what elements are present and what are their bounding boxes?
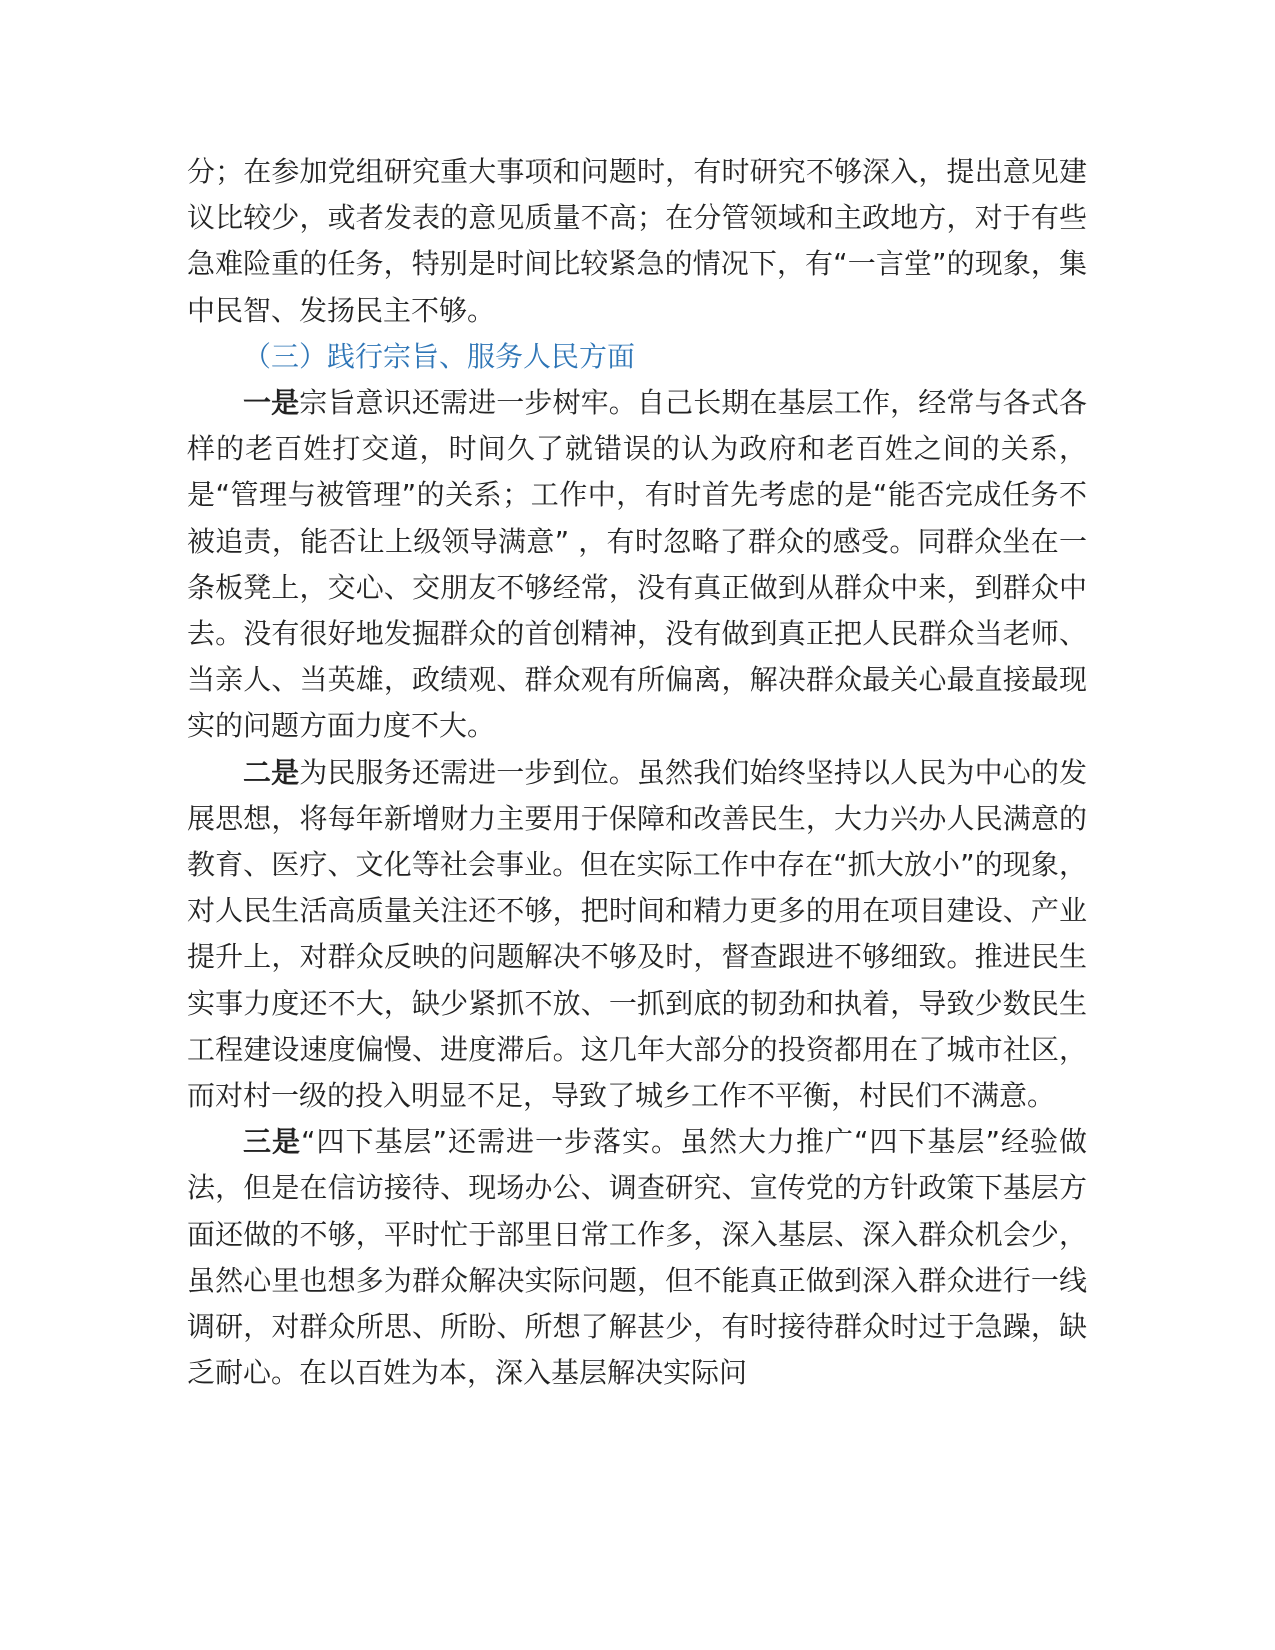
paragraph-item-3 bbox=[187, 1119, 1087, 1396]
paragraph-item-1 bbox=[187, 380, 1087, 750]
item-lead: 三是 bbox=[243, 1125, 301, 1159]
document-body bbox=[187, 149, 1087, 1396]
paragraph-item-2 bbox=[187, 750, 1087, 1120]
item-text: “四下基层”还需进一步落实。虽然大力推广“四下基层”经验做法，但是在信访接待、现场办公、调查研究、宣传党的方针政策下基层方面还做的不够，平时忙于部里日常工作多，深入基层、深入群众机会少，虽然心里也想多为群众解决实际问题，但不能真正做到深入群众进行一线调研，对群众所思、所盼、所想了解甚少，有时接待群众时过于急躁，缺乏耐心。在以百姓为本，深入基层解决实际问 bbox=[187, 1125, 1087, 1390]
item-text: 宗旨意识还需进一步树牢。自己长期在基层工作，经常与各式各样的老百姓打交道，时间久了就错误的认为政府和老百姓之间的关系，是“管理与被管理”的关系；工作中，有时首先考虑的是“能否完成任务不被追责，能否让上级领导满意” ，有时忽略了群众的感受。同群众坐在一条板凳上，交心、交朋友不够经常，没有真正做到从群众中来，到群众中去。没有很好地发掘群众的首创精神，没有做到真正把人民群众当老师、当亲人、当英雄，政绩观、群众观有所偏离，解决群众最关心最直接最现实的问题方面力度不大。 bbox=[187, 386, 1087, 743]
section-heading: （三）践行宗旨、服务人民方面 bbox=[243, 339, 636, 373]
paragraph-continuation: 分；在参加党组研究重大事项和问题时，有时研究不够深入，提出意见建议比较少，或者发表的意见质量不高；在分管领域和主政地方，对于有些急难险重的任务，特别是时间比较紧急的情况下，有“一言堂”的现象，集中民智、发扬民主不够。 bbox=[187, 155, 1087, 327]
item-lead: 二是 bbox=[243, 755, 300, 789]
item-text: 为民服务还需进一步到位。虽然我们始终坚持以人民为中心的发展思想，将每年新增财力主要用于保障和改善民生，大力兴办人民满意的教育、医疗、文化等社会事业。但在实际工作中存在“抓大放小”的现象，对人民生活高质量关注还不够，把时间和精力更多的用在项目建设、产业提升上，对群众反映的问题解决不够及时，督查跟进不够细致。推进民生实事力度还不大，缺少紧抓不放、一抓到底的韧劲和执着，导致少数民生工程建设速度偏慢、进度滞后。这几年大部分的投资都用在了城市社区，而对村一级的投入明显不足，导致了城乡工作不平衡，村民们不满意。 bbox=[187, 755, 1087, 1113]
item-lead: 一是 bbox=[243, 386, 300, 420]
